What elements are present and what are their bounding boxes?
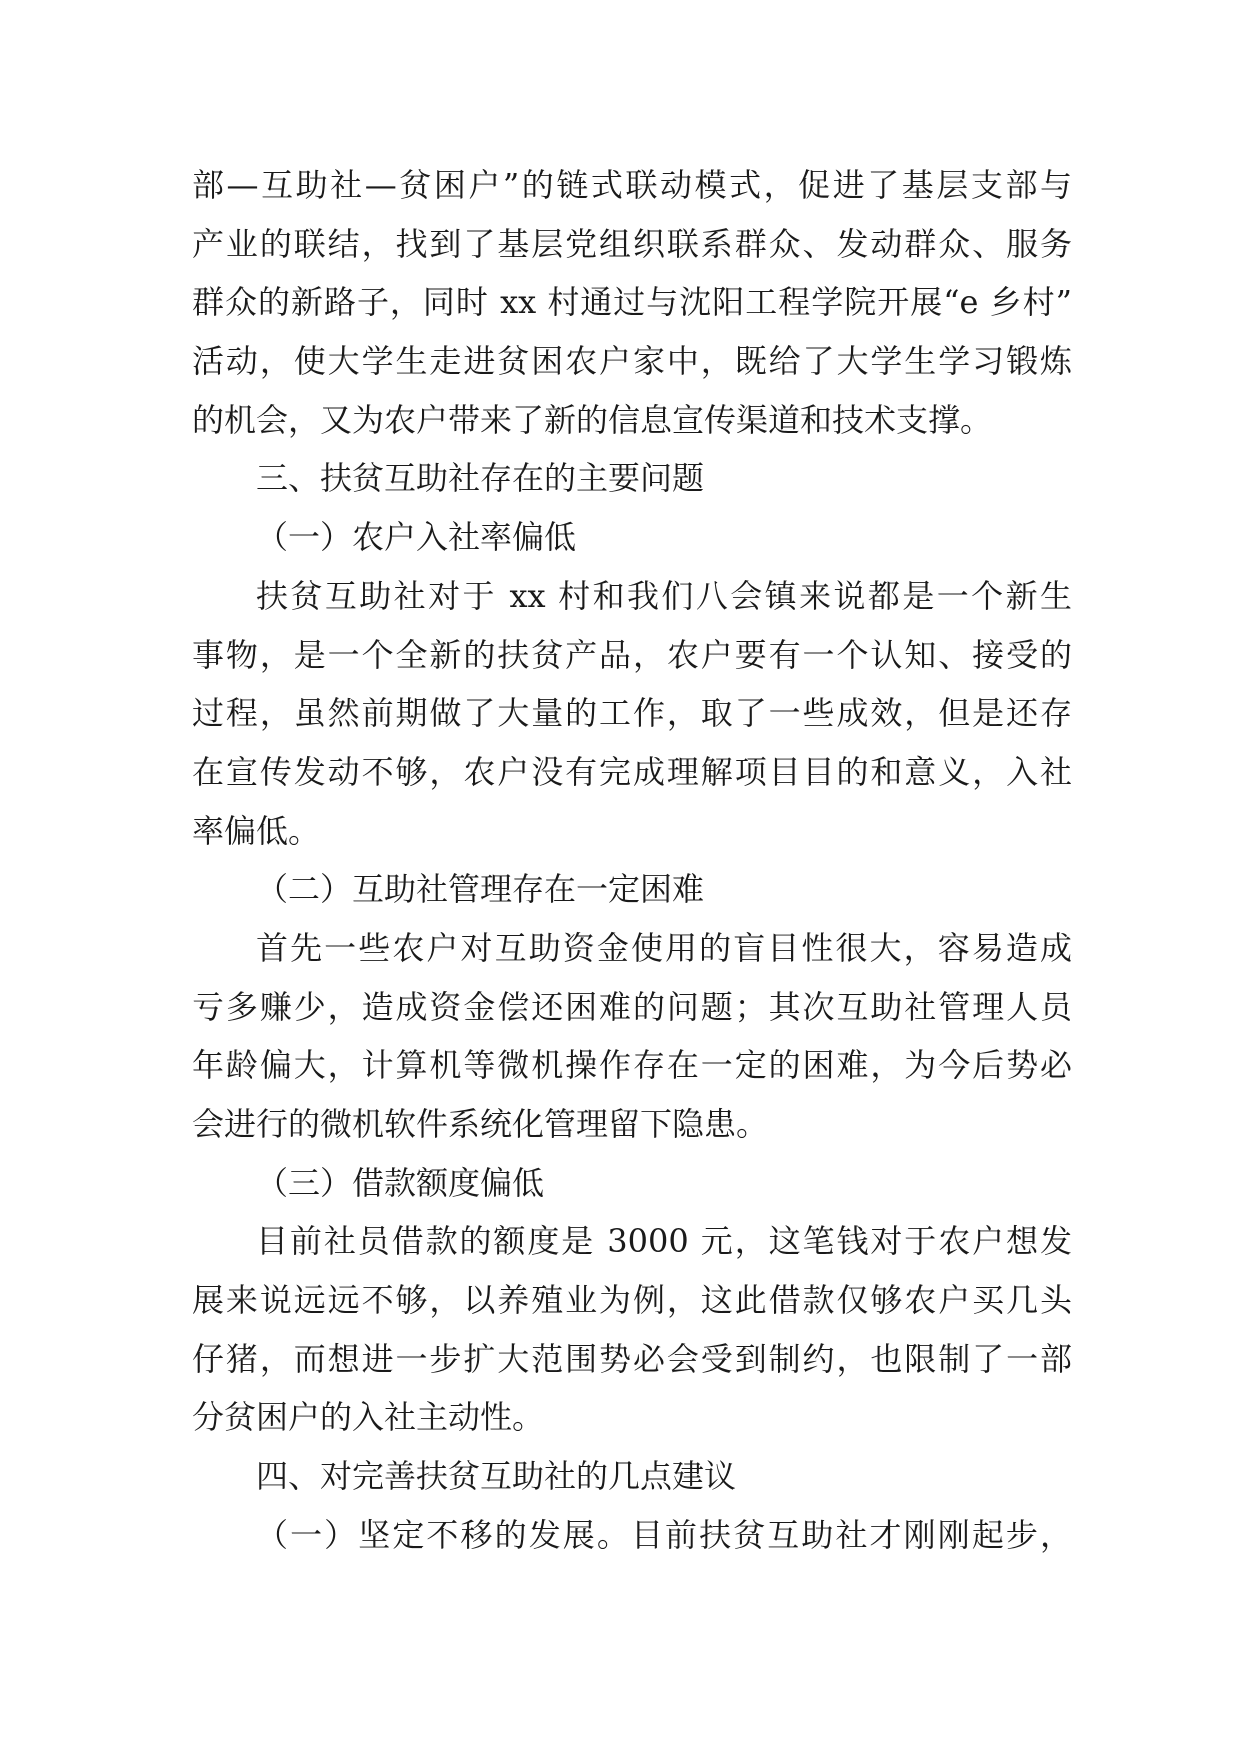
section-heading: 三、扶贫互助社存在的主要问题 bbox=[256, 459, 705, 498]
subsection-heading: （三）借款额度偏低 bbox=[256, 1163, 545, 1202]
text-line: 年龄偏大，计算机等微机操作存在一定的困难，为今后势必 bbox=[192, 1046, 1072, 1085]
text-line: 产业的联结，找到了基层党组织联系群众、发动群众、服务 bbox=[192, 224, 1072, 263]
text-line: 在宣传发动不够，农户没有完成理解项目目的和意义，入社 bbox=[192, 752, 1072, 791]
paragraph-first-line: （一）坚定不移的发展。目前扶贫互助社才刚刚起步， bbox=[256, 1515, 1072, 1554]
text-line: 展来说远远不够，以养殖业为例，这此借款仅够农户买几头 bbox=[192, 1281, 1072, 1320]
text-line: 仔猪，而想进一步扩大范围势必会受到制约，也限制了一部 bbox=[192, 1339, 1072, 1378]
document-body bbox=[192, 156, 1072, 1565]
text-line: 部—互助社—贫困户”的链式联动模式，促进了基层支部与 bbox=[192, 166, 1072, 204]
paragraph-first-line: 目前社员借款的额度是 3000 元，这笔钱对于农户想发 bbox=[256, 1222, 1072, 1261]
text-line: 分贫困户的入社主动性。 bbox=[192, 1398, 545, 1437]
text-line: 事物，是一个全新的扶贫产品，农户要有一个认知、接受的 bbox=[192, 635, 1072, 674]
section-heading: 四、对完善扶贫互助社的几点建议 bbox=[256, 1457, 737, 1496]
text-line: 活动，使大学生走进贫困农户家中，既给了大学生学习锻炼 bbox=[192, 342, 1072, 381]
text-line: 会进行的微机软件系统化管理留下隐患。 bbox=[192, 1105, 769, 1143]
text-line: 亏多赚少，造成资金偿还困难的问题；其次互助社管理人员 bbox=[192, 987, 1072, 1026]
subsection-heading: （二）互助社管理存在一定困难 bbox=[256, 870, 705, 909]
text-line: 的机会，又为农户带来了新的信息宣传渠道和技术支撑。 bbox=[192, 400, 993, 439]
paragraph-first-line: 首先一些农户对互助资金使用的盲目性很大，容易造成 bbox=[256, 928, 1072, 967]
paragraph-first-line: 扶贫互助社对于 xx 村和我们八会镇来说都是一个新生 bbox=[256, 576, 1072, 615]
text-line: 过程，虽然前期做了大量的工作，取了一些成效，但是还存 bbox=[192, 694, 1072, 733]
text-line: 率偏低。 bbox=[192, 811, 321, 850]
text-line: 群众的新路子，同时 xx 村通过与沈阳工程学院开展“e 乡村” bbox=[192, 283, 1072, 322]
subsection-heading: （一）农户入社率偏低 bbox=[256, 518, 577, 557]
